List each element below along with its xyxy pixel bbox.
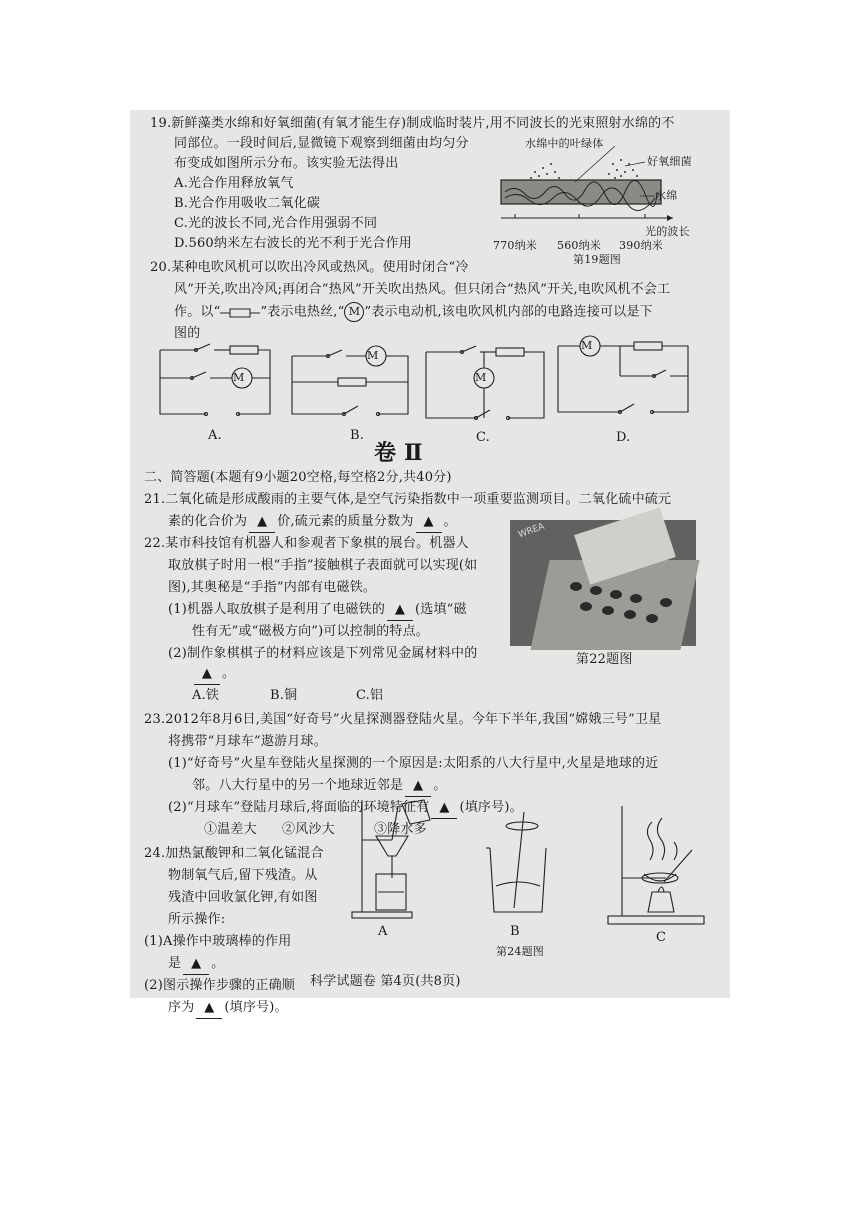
q19-wavelength-390: 390纳米 (619, 239, 663, 252)
q24-line3: 残渣中回收氯化钾,有如图 (168, 890, 318, 905)
q24-sub2-line1: (2)图示操作步骤的正确顺 (144, 978, 296, 993)
q19-chloroplast-label: 水绵中的叶绿体 (525, 137, 604, 150)
motor-symbol-letter: M (348, 305, 361, 318)
section-title: 卷 Ⅱ (374, 440, 423, 466)
q21-line1: 21.二氧化硫是形成酸雨的主要气体,是空气污染指数中一项重要监测项目。二氧化硫中硫元 (144, 492, 672, 507)
q22-robot-chess-photo (510, 520, 696, 646)
q20-line3-part1: 作。以“ (174, 304, 221, 320)
motor-symbol-icon (344, 302, 364, 322)
chess-piece (630, 594, 642, 603)
q19-bacteria-label: 好氧细菌 (647, 155, 692, 168)
q24-label-a: A (378, 924, 388, 939)
q24-sub1-line1: (1)A操作中玻璃棒的作用 (144, 934, 292, 949)
q23-line2: 将携带“月球车”遨游月球。 (168, 734, 327, 749)
exam-page (130, 110, 730, 1015)
circuit-c-motor: M (475, 371, 487, 384)
resistor-symbol-icon (220, 306, 260, 318)
q22-option-b: B.铜 (270, 688, 298, 703)
q19-option-c: C.光的波长不同,光合作用强弱不同 (174, 216, 378, 231)
circuit-a (156, 344, 274, 430)
q22-option-c: C.铝 (356, 688, 384, 703)
chess-piece (610, 590, 622, 599)
q24-sub2-end: (填序号)。 (224, 1000, 288, 1015)
page-footer: 科学试题卷 第4页(共8页) (310, 974, 461, 989)
circuit-a-diagram (156, 344, 274, 430)
q20-line3-part3: ”表示电动机,该电吹风机内部的电路连接可以是下 (364, 304, 653, 320)
q21-text-a: 素的化合价为 (168, 514, 248, 529)
q23-option-1: ①温差大 (204, 822, 257, 837)
q19-option-a: A.光合作用释放氧气 (174, 176, 294, 191)
circuit-b (288, 344, 412, 430)
q23-blank-1[interactable]: ▲ (405, 776, 431, 797)
circuit-a-motor: M (233, 371, 245, 384)
q24-caption: 第24题图 (496, 945, 544, 958)
section-heading: 二、简答题(本题有9小题20空格,每空格2分,共40分) (144, 470, 452, 485)
q19-figure (493, 134, 695, 266)
q23-sub1-line1: (1)“好奇号”火星车登陆火星探测的一个原因是:太阳系的八大行星中,火星是地球的近 (168, 756, 659, 771)
q22-line3: 图),其奥秘是“手指”内部有电磁铁。 (168, 580, 377, 595)
q20-line4: 图的 (174, 326, 201, 341)
q24-sub1-text: 是 (168, 956, 182, 971)
q23-option-2: ②风沙大 (282, 822, 335, 837)
chess-piece (580, 602, 592, 611)
circuit-c-label: C. (476, 430, 491, 445)
q23-blank-2[interactable]: ▲ (431, 798, 457, 819)
chess-piece (660, 598, 672, 607)
q24-sub1-end: 。 (211, 956, 225, 971)
q19-wavelength-560: 560纳米 (557, 239, 601, 252)
q23-option-3: ③降水多 (374, 822, 427, 837)
q22-sub2: (2)制作象棋棋子的材料应该是下列常见金属材料中的 (168, 646, 478, 661)
q22-sub1-text-a: (1)机器人取放棋子是利用了电磁铁的 (168, 602, 386, 617)
q19-wavelength-770: 770纳米 (493, 239, 537, 252)
q24-figure-c (600, 800, 710, 930)
q24-line2: 物制氧气后,留下残渣。从 (168, 868, 318, 883)
circuit-c (422, 342, 548, 432)
q22-sub1-line1 (168, 600, 467, 621)
chess-piece (602, 606, 614, 615)
q23-sub1-text: 邻。八大行星中的另一个地球近邻是 (192, 778, 404, 793)
q21-blank-valence[interactable]: ▲ (249, 512, 275, 533)
q23-line1: 23.2012年8月6日,美国“好奇号”火星探测器登陆火星。今年下半年,我国“嫦娥三号”卫星 (144, 712, 662, 727)
q22-line2: 取放棋子时用一根“手指”接触棋子表面就可以实现(如 (168, 558, 478, 573)
q24-label-b: B (510, 924, 520, 939)
q19-wavelength-label: 光的波长 (645, 225, 690, 238)
q21-blank-mass-fraction[interactable]: ▲ (416, 512, 442, 533)
q19-stem-line1: 19.新鲜藻类水绵和好氧细菌(有氧才能生存)制成临时装片,用不同波长的光束照射水绵的不 (150, 116, 675, 131)
q23-sub2-text: (2)“月球车”登陆月球后,将面临的环境特征有 (168, 800, 430, 815)
q24-sub1-line2 (168, 954, 224, 975)
q24-blank-2[interactable]: ▲ (196, 998, 222, 1019)
q21-text-b: 价,硫元素的质量分数为 (277, 514, 414, 529)
chess-piece (646, 614, 658, 623)
q24-sub2-line2 (168, 998, 288, 1019)
q19-stem-line3: 布变成如图所示分布。该实验无法得出 (174, 156, 399, 171)
q23-sub2-end: (填序号)。 (459, 800, 523, 815)
q23-sub2 (168, 798, 523, 819)
q20-line3 (174, 302, 653, 323)
q22-sub2-end: 。 (222, 666, 236, 681)
photo-sign-text: WREA (517, 521, 546, 541)
q22-blank-2[interactable]: ▲ (194, 664, 220, 685)
circuit-b-label: B. (350, 428, 365, 443)
circuit-b-motor: M (367, 349, 379, 362)
q24-sub2-text: 序为 (168, 1000, 195, 1015)
q24-line1: 24.加热氯酸钾和二氧化锰混合 (144, 846, 324, 861)
q19-caption: 第19题图 (573, 253, 621, 266)
q20-line2: 风”开关,吹出冷风;再闭合“热风”开关吹出热风。但只闭合“热风”开关,电吹风机不会工 (174, 282, 671, 297)
q22-caption: 第22题图 (576, 652, 633, 667)
q22-sub2-blank-line (192, 664, 235, 685)
q22-line1: 22.某市科技馆有机器人和参观者下象棋的展台。机器人 (144, 536, 469, 551)
chess-piece (590, 586, 602, 595)
q20-line3-part2: ”表示电热丝,“ (260, 304, 345, 320)
q19-alga-label: 水绵 (655, 189, 678, 202)
q24-label-c: C (656, 930, 667, 945)
circuit-d-diagram (554, 336, 694, 426)
q22-blank-1[interactable]: ▲ (387, 600, 413, 621)
q24-blank-1[interactable]: ▲ (183, 954, 209, 975)
q21-text-c: 。 (443, 514, 457, 529)
q24-figure-a (352, 800, 434, 920)
filtration-apparatus-drawing (352, 800, 434, 920)
q22-sub1-text-b: (选填“磁 (415, 602, 467, 617)
q24-figure-b (484, 808, 554, 916)
q22-sub1-line2: 性有无”或“磁极方向”)可以控制的特点。 (192, 624, 430, 639)
q23-sub1-end: 。 (433, 778, 447, 793)
q19-option-d: D.560纳米左右波长的光不利于光合作用 (174, 236, 412, 251)
q24-line4: 所示操作: (168, 912, 226, 927)
circuit-d-motor: M (581, 339, 593, 352)
circuit-d (554, 336, 694, 426)
chess-piece (624, 610, 636, 619)
circuit-a-label: A. (208, 428, 222, 443)
circuit-d-label: D. (616, 430, 631, 445)
q21-line2 (168, 512, 457, 533)
q23-sub1-line2 (192, 776, 446, 797)
dissolving-beaker-drawing (484, 808, 554, 916)
q19-stem-line2: 同部位。一段时间后,显微镜下观察到细菌由均匀分 (174, 136, 469, 151)
evaporation-apparatus-drawing (600, 800, 710, 930)
q20-line1: 20.某种电吹风机可以吹出冷风或热风。使用时闭合“冷 (150, 260, 469, 275)
circuit-b-diagram (288, 344, 412, 430)
q19-option-b: B.光合作用吸收二氧化碳 (174, 196, 321, 211)
chess-piece (570, 582, 582, 591)
q22-option-a: A.铁 (192, 688, 220, 703)
